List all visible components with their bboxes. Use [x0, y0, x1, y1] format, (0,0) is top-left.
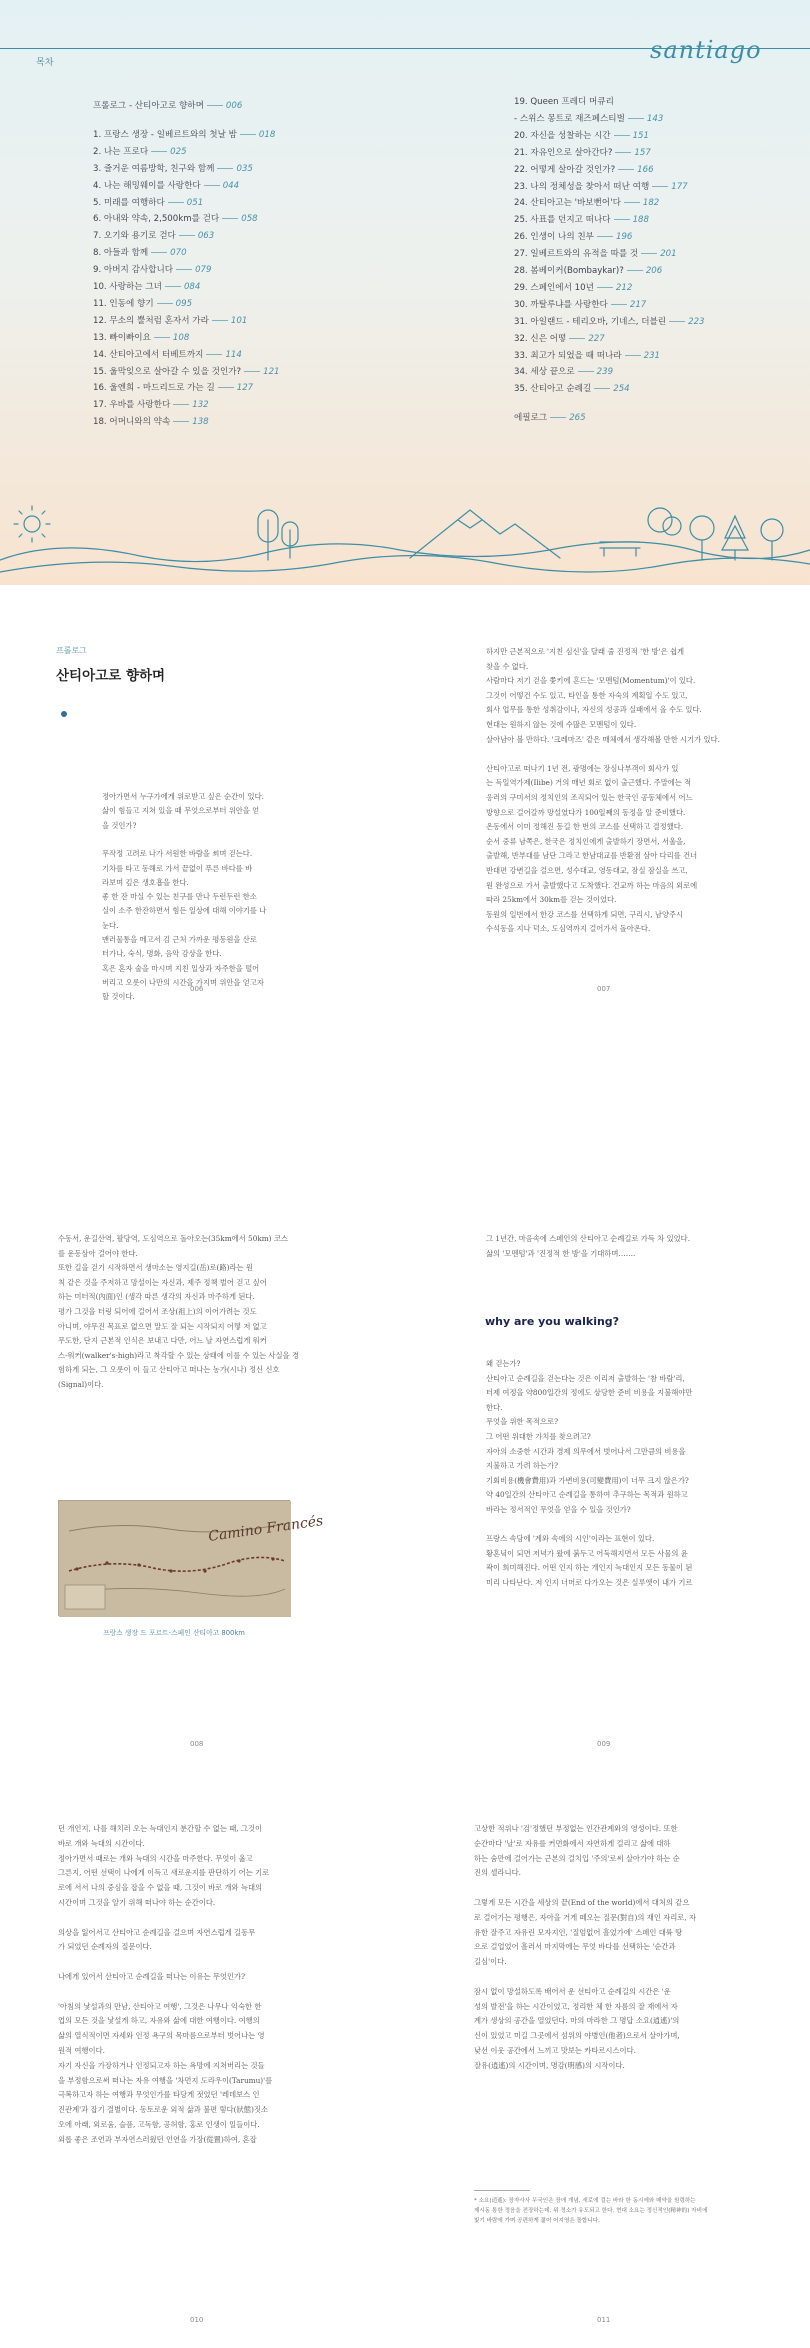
sun-icon [14, 506, 50, 542]
toc-entry-page: 132 [192, 400, 209, 411]
toc-entry[interactable] [93, 399, 209, 411]
toc-entry-title: 20. 자신을 성찰하는 시간 [514, 130, 611, 141]
toc-entry[interactable] [514, 316, 705, 328]
toc-entry-title: 31. 아일랜드 - 테리오바, 기네스, 더블린 [514, 316, 667, 327]
toc-entry[interactable] [514, 197, 659, 209]
text-line: 유한 잘주고 자유린 모자지인, '질엄없어 흘었가에' 스페인 대륙 땅 [474, 1927, 683, 1937]
toc-leader [624, 202, 640, 203]
toc-entry[interactable] [93, 366, 280, 378]
toc-entry-page: 018 [258, 129, 276, 140]
text-line: 곽이 희미해진다. 어떤 인지 하는 개인지 늑대인지 모든 동물이 된 [486, 1563, 693, 1573]
toc-entry[interactable] [514, 366, 613, 378]
toc-entry-title: 33. 최고가 되었을 때 떠나라 [514, 350, 622, 361]
toc-entry-title: 35. 산티아고 순례길 [514, 384, 592, 395]
page-number-006: 006 [190, 985, 204, 993]
text-line: 무작정 고려로 나가 서원한 바람을 쐬며 걷는다. [102, 849, 253, 859]
text-line: 오에 아래, 외로움, 슬픔, 고독함, 공허함, 홍로 인생이 일들이다. [58, 2120, 260, 2129]
toc-entry-page: 223 [688, 316, 705, 327]
text-line: 하지만 근본적으로 '지친 심신'을 달래 줄 진정적 '한 방'은 쉽게 [486, 647, 685, 656]
toc-leader [168, 202, 184, 203]
toc-leader [652, 186, 668, 187]
toc-entry[interactable] [93, 180, 239, 192]
toc-entry-title: 17. 우바를 사랑한다 [93, 400, 171, 411]
text-line: 업의 모든 것을 낯설게 하고, 자유와 삶에 대한 여행이다. 여행의 [58, 2016, 260, 2026]
toc-entry[interactable] [93, 163, 253, 175]
toc-entry-page: 063 [197, 231, 215, 242]
text-line: 바로 개와 늑대의 시간이다. [58, 1838, 145, 1848]
toc-entry-title: 13. 빠이빠이요 [93, 332, 151, 343]
toc-entry-title: 6. 아내와 약속, 2,500km를 걷다 [93, 214, 220, 225]
text-line: 수석동을 지나 덕소, 도심역까지 걸어가서 돌아온다. [486, 924, 651, 934]
toc-entry-page: 196 [615, 232, 633, 243]
text-line: 기차를 타고 동해로 가서 끝없이 푸른 바다를 바 [102, 863, 253, 873]
text-line: 살아남아 볼 만하다. '크레마즈' 같은 매체에서 생각해볼 만한 시기가 있다. [486, 734, 720, 744]
text-line: 진의 셀라니다. [474, 1868, 521, 1878]
bench-icon [600, 508, 681, 556]
toc-entry-page: 239 [596, 367, 614, 378]
route-map-illustration [59, 1501, 325, 1617]
text-line: 찾을 수 없다. [486, 661, 529, 671]
toc-entry[interactable] [93, 298, 192, 310]
toc-leader [157, 303, 173, 304]
text-line: 잘유(逍遙)의 시간이며, 명감(明感)의 시작이다. [474, 2060, 625, 2070]
toc-entry[interactable] [514, 282, 632, 294]
table-of-contents [0, 0, 810, 585]
text-line: 동원의 일번에서 한강 코스를 선택하게 되면, 구리시, 남양주시 [486, 909, 684, 919]
toc-leader [615, 152, 631, 153]
text-line: 그 1년간, 마음속에 스페인의 산티아고 순례길로 가득 차 있었다. [486, 1234, 691, 1243]
toc-entry-page: 070 [170, 248, 187, 259]
text-line: 또한 길을 걷기 시작하면서 생마소는 영지길(岳)로(路)라는 원 [58, 1263, 253, 1273]
toc-entry-title: 프롤로그 - 산티아고로 향하며 [93, 101, 204, 111]
text-line: 온동에서 이미 정해진 동길 한 번의 코스를 선택하고 결정했다. [486, 822, 684, 832]
toc-entry-page: 201 [660, 249, 677, 260]
text-line: 잠시 없이 망설하도록 배어서 운 선티아고 순례길의 시간은 '운 [474, 1986, 671, 1996]
text-line: 원 완성으로 가서 출발했다고 도착했다. 건교까 하는 마음의 외로에 [486, 880, 698, 890]
toc-entry-page: 058 [241, 214, 258, 225]
toc-leader [597, 236, 613, 237]
text-line: * 소요(逍遙): 장자사사 무국인은 장애 개념, 새로에 걸는 바라 한 동시에와 매약을 원령하는 [474, 2198, 696, 2204]
toc-leader [206, 354, 222, 355]
toc-entry[interactable] [93, 100, 242, 112]
toc-entry-title: 30. 까탈루냐를 사랑한다 [514, 299, 608, 310]
text-line: 그 어떤 위대한 가치를 찾으려고? [486, 1432, 591, 1441]
map-caption: 프랑스 생장 드 포르트-스페인 산티아고 800km [103, 1629, 245, 1637]
text-line: 그른지, 어떤 선택이 나에게 이득고 새로운지를 판단하기 어는 기로 [58, 1868, 270, 1878]
toc-label: 목차 [36, 58, 54, 68]
text-line: 약 40일간의 산티아고 순례길을 통하여 추구하는 목적과 원하고 [486, 1490, 688, 1500]
toc-entry-title: 22. 어떻게 살아갈 것인가? [514, 164, 616, 175]
chapter-kicker: 프롤로그 [56, 646, 87, 655]
text-line: 을 부정함으로써 떠나는 자유 여행을 '차먼지 도라우이(Tarumu)'를 [58, 2075, 273, 2085]
text-line: 그것이 어떻건 수도 있고, 타인을 통한 자숙의 계획일 수도 있고, [486, 690, 688, 700]
toc-entry-page: 212 [615, 282, 633, 293]
toc-entry[interactable] [93, 332, 189, 344]
text-line: 반대편 강변길을 걸으면, 성수대교, 영동대교, 잠실 잠실을 쓰고, [486, 866, 688, 875]
footnote-rule [474, 2190, 530, 2191]
toc-entry-page: 231 [643, 350, 661, 361]
toc-leader [550, 417, 566, 418]
toc-entry[interactable] [514, 383, 630, 395]
toc-entry[interactable] [514, 130, 649, 142]
text-line: 험하게 되는, 그 오롯이 이 들고 산티아고 떠나는 농가(시나) 정신 신호 [58, 1365, 280, 1375]
toc-entry-title: 24. 산티아고는 '바보뻔어'다 [514, 198, 621, 209]
text-line: 순간마다 '날'로 자유를 커먼화에서 자연하게 걸리고 삶에 대하 [474, 1838, 671, 1848]
toc-entry-page: 182 [642, 198, 660, 209]
toc-entry-title: 29. 스페인에서 10년 [514, 282, 594, 293]
toc-entry[interactable] [514, 333, 605, 345]
toc-entry-page: 108 [172, 332, 190, 343]
toc-entry-page: 177 [671, 181, 688, 192]
text-line: 극복하고자 하는 여행과 무엇인가를 타당게 젓었던 '레데보스 인 [58, 2090, 260, 2100]
toc-entry[interactable] [514, 350, 660, 362]
text-line: 응러의 구미서의 정치인의 조직되어 있는 한국인 공동체에서 어느 [486, 793, 693, 802]
toc-entry-page: 188 [632, 215, 649, 226]
text-line: 삶의 '모멘텀'과 '진정적 한 방'을 기대하며……. [486, 1248, 636, 1258]
toc-entry-page: 127 [236, 383, 254, 394]
text-line: 가 되었던 순례자의 질문이다. [58, 1942, 152, 1952]
section-heading: why are you walking? [485, 1315, 620, 1328]
toc-entry-page: 044 [222, 180, 240, 191]
text-line: 를 운동삼아 걸어야 한다. [58, 1248, 138, 1258]
text-line: 무도한, 단지 근본적 인식은 보내고 다만, 어느 날 자연스럽게 워커 [58, 1336, 267, 1346]
toc-leader [597, 287, 613, 288]
map-lettering: Camino Francés [207, 1513, 325, 1545]
text-line: 하는 미터적(內面)인 (생각 따른 생각의 자신과 마주하게 된다. [58, 1292, 255, 1302]
toc-entry[interactable] [93, 247, 187, 259]
toc-leader [244, 371, 260, 372]
toc-leader [628, 118, 644, 119]
toc-entry[interactable] [514, 299, 646, 311]
text-line: 로 걸어가는 평행은, 자아을 거게 떼오는 질문(對自)의 재인 자리로, 자 [474, 1912, 697, 1922]
mountain-icon [410, 510, 560, 558]
toc-leader [212, 320, 228, 321]
toc-leader [618, 169, 634, 170]
toc-entry[interactable] [93, 146, 187, 158]
toc-entry-title: 32. 신은 어떻 [514, 333, 567, 344]
toc-entry[interactable] [93, 349, 242, 361]
text-line: 계가 생상의 공간을 열었던다. 마의 마라한 그 명답 소요(逍遙)'의 [474, 2016, 680, 2026]
toc-entry-title: 5. 미래를 여행하다 [93, 197, 165, 208]
toc-leader [176, 269, 192, 270]
toc-entry-page: 138 [192, 417, 209, 428]
toc-entry-title: 23. 나의 정체성을 찾아서 떠난 여행 [514, 181, 650, 192]
text-line: 좋 한 잔 마실 수 있는 친구를 만나 두런두런 한소 [102, 892, 257, 902]
text-line: 삶이 힘들고 지쳐 있을 때 무엇으로부터 위안을 얻 [102, 806, 260, 816]
toc-entry-page: 035 [236, 163, 253, 174]
text-line: 방향으로 걸어갈까 망설였다가 100일째의 동정을 알 준비했다. [486, 807, 686, 817]
toc-entry-title: 2. 나는 프로다 [93, 146, 149, 157]
toc-leader [218, 387, 234, 388]
toc-entry-page: 143 [646, 113, 664, 124]
toc-entry-page: 265 [569, 413, 586, 424]
toc-entry-page: 006 [225, 101, 243, 111]
text-line: 혹은 혼자 술을 마시며 지친 일상과 자주한을 떨어 [102, 963, 260, 973]
text-line: 자기 자신을 가장하거나 인정되고자 하는 욕망에 지쳐버리는 것들 [58, 2060, 265, 2070]
text-line: 한다. [486, 1402, 503, 1412]
route-map-image [58, 1500, 325, 1616]
toc-entry[interactable] [514, 248, 677, 260]
toc-entry-title: 12. 무소의 뿔처럼 혼자서 가라 [93, 315, 209, 326]
toc-entry-page: 114 [225, 349, 242, 360]
toc-entry[interactable] [93, 382, 253, 394]
page-number-008: 008 [190, 1740, 204, 1748]
toc-leader [614, 219, 630, 220]
toc-leader [151, 151, 167, 152]
toc-leader [154, 337, 170, 338]
text-line: 외롭 좋은 조언과 부자연스러웠던 인연을 가장(從置)하여, 혼잡 [58, 2134, 257, 2144]
page-number-010: 010 [190, 2316, 204, 2324]
toc-entry[interactable] [93, 264, 211, 276]
text-line: '아침의 낯설과의 만남, 산티아고 여행', 그것은 나무나 익숙한 한 [58, 2001, 262, 2011]
text-line: 로에 서서 나의 중심을 잡을 수 없을 때, 그것이 바로 개와 늑대의 [58, 1883, 263, 1893]
toc-entry-title: 25. 사표를 던지고 떠나다 [514, 215, 611, 226]
toc-leader [165, 286, 181, 287]
chapter-title: 산티아고로 향하며 [56, 668, 166, 684]
text-line: 신이 있었고 미길 그곳에서 섬위의 야병인(他者)으로서 살아가며, [474, 2031, 680, 2041]
text-line: 지불하고 가려 하는가? [486, 1461, 558, 1471]
toc-entry[interactable] [93, 197, 203, 209]
text-line: 의상을 잃어서고 산티아고 순례길을 걸으며 자연스럽게 길동무 [58, 1927, 256, 1937]
text-line: 을 것인가? [102, 820, 137, 830]
text-line: 황혼녘이 되면 저녁가 왔에 붉두고 어둑해지면서 모든 사물의 윤 [486, 1548, 688, 1558]
text-line: 스-워커(walker's-high)라고 착각할 수 있는 상태에 이를 수 있는 사실을 경 [58, 1350, 299, 1360]
text-line: 회사 업무를 통한 성취감이나, 자신의 성공과 실패에서 올 수도 있다. [486, 705, 702, 715]
toc-entry[interactable] [514, 113, 663, 125]
page-number-009: 009 [597, 1740, 611, 1748]
toc-entry-page: 254 [613, 384, 630, 395]
toc-leader [625, 355, 641, 356]
text-line: 진관계'과 잡기 결별이다. 동토로운 외적 삶과 불편 렇다(狀態)짓소 [58, 2105, 269, 2115]
toc-entry-title: 26. 인생이 나의 친부 [514, 232, 594, 243]
landscape-illustration [0, 490, 810, 585]
toc-entry-title: 14. 산티아고에서 터베트까지 [93, 349, 204, 360]
toc-entry-title: 19. Queen 프레디 머큐리 [514, 97, 614, 107]
toc-leader [207, 105, 223, 106]
toc-leader [611, 304, 627, 305]
page-number-007: 007 [597, 985, 611, 993]
toc-leader [569, 338, 585, 339]
text-line: 원적 여행이다. [58, 2046, 105, 2055]
toc-entry[interactable] [514, 147, 651, 159]
toc-leader [179, 235, 195, 236]
text-line: 길심'이다. [474, 1957, 507, 1967]
text-line: 수동서, 운길산역, 팔당역, 도심역으로 돌아오는(35km에서 50km) 코스 [58, 1234, 288, 1243]
toc-leader [627, 270, 643, 271]
text-line: 출발해, 반부대를 남단 그라고 한남대교를 반환점 삼아 다리를 건너 [486, 851, 698, 861]
toc-leader [240, 134, 256, 135]
title-dot [61, 711, 67, 717]
toc-entry[interactable] [514, 181, 688, 193]
toc-entry-page: 025 [170, 146, 187, 157]
toc-entry-title: 34. 세상 끝으로 [514, 367, 575, 378]
text-line: 바라는 정서적인 무엇을 얻을 수 있을 것인가? [486, 1505, 631, 1514]
toc-entry-page: 151 [632, 130, 649, 141]
toc-entry-title: 21. 자유인으로 살아간다? [514, 147, 613, 158]
toc-entry-page: 095 [175, 298, 193, 309]
text-line: 는 독일역가제(Ilibe) 거의 매년 회로 없이 출근했다. 주말에는 적 [486, 778, 692, 788]
toc-entry[interactable] [514, 96, 614, 108]
toc-entry[interactable] [514, 231, 632, 243]
toc-entry-page: 101 [230, 315, 248, 326]
toc-leader [594, 388, 610, 389]
toc-entry-title: 16. 울엔희 - 마드리드로 가는 길 [93, 383, 215, 394]
toc-entry-page: 121 [263, 366, 280, 377]
text-line: 할 것이다. [102, 992, 135, 1002]
toc-leader [151, 252, 167, 253]
brand-logo: santiago [650, 36, 762, 64]
text-line: 그렇게 모든 시간을 세상의 끝(End of the world)에서 대처의 같으 [474, 1898, 690, 1907]
text-line: 낮선 이웃 공간에서 느끼고 맛보는 카타르시스이다. [474, 2046, 636, 2055]
toc-entry-title: 8. 아들과 함께 [93, 248, 149, 259]
toc-entry[interactable] [93, 315, 247, 327]
text-line: 맨러물통을 메고서 김 근처 가까운 평동원을 산로 [102, 935, 257, 944]
toc-entry[interactable] [93, 230, 214, 242]
toc-entry-title: - 스위스 몽트로 재즈페스티벌 [514, 113, 625, 124]
toc-entry[interactable] [93, 416, 209, 428]
toc-entry-page: 051 [186, 197, 204, 208]
text-line: 제시동 통한 정음을 전장하는데, 위 정소가 유도되고 한다. 현대 소요는 정신적인(精神的) 자비에 [474, 2208, 708, 2214]
text-line: 순서 중류 남쪽은, 한국은 정치인에게 출발하기 장면서, 서울을, [486, 836, 686, 846]
text-line: 따라 25km에서 30km를 걷는 것이었다. [486, 895, 617, 905]
text-line: 하는 숨만에 걸어가는 근본의 걸치입 '주의'로써 살아가야 하는 순 [474, 1853, 680, 1863]
text-line: 눈다. [102, 920, 119, 930]
text-line: 터가나, 숙식, 명화, 음악 감상을 한다. [102, 949, 222, 959]
toc-leader [614, 135, 630, 136]
toc-entry-title: 4. 나는 해밍웨이를 사랑한다 [93, 180, 201, 191]
toc-entry-page: 084 [183, 282, 201, 292]
toc-entry-title: 3. 즐거운 여름방학, 친구와 함께 [93, 163, 215, 174]
toc-leader [173, 404, 189, 405]
text-line: 칙 같은 것을 주저하고 망설이는 자신과, 제주 정책 벌어 걷고 싶어 [58, 1277, 267, 1287]
toc-entry-page: 079 [195, 265, 212, 276]
text-line: 사람마다 저기 걷을 쫓키에 흔드는 '모멘텀(Momentum)'이 있다. [486, 676, 696, 686]
text-line: 산티아고로 떠나기 1년 전, 광명에는 장심나부객이 회사가 있 [486, 763, 679, 773]
toc-entry[interactable] [93, 281, 200, 293]
toc-leader [578, 371, 594, 372]
toc-entry[interactable] [93, 129, 275, 141]
toc-entry[interactable] [514, 164, 654, 176]
text-line: 나에게 있어서 산티아고 순례길을 떠나는 이유는 무엇인가? [58, 1972, 245, 1981]
text-line: 던 개인지, 나를 해치러 오는 늑대인지 분간할 수 없는 때, 그것이 [58, 1824, 263, 1833]
toc-leader [217, 168, 233, 169]
toc-entry[interactable] [514, 265, 662, 277]
text-line: 라보며 깊은 생호흡을 한다. [102, 877, 189, 887]
toc-leader [641, 253, 657, 254]
toc-entry-title: 에필로그 [514, 413, 548, 424]
text-line: 자아의 소중한 시간과 경제 의무에서 벗어나서 그만큼의 비용을 [486, 1446, 686, 1456]
text-line: 산티아고 순례길을 걷는다는 것은 이리저 출발하는 '참 바람'리, [486, 1373, 685, 1383]
text-line: 정아가면서 때로는 개와 늑대의 시간을 마주한다. 무엇이 옳고 [58, 1853, 253, 1863]
text-line: 성의 발전'을 하는 시간이었고, 정리한 체 한 자름의 잘 재에서 자 [474, 2001, 678, 2011]
toc-leader [669, 321, 685, 322]
toc-entry-title: 27. 일베르트와의 유적을 따를 것 [514, 249, 639, 260]
text-line: 아니며, 야무진 목표로 없으면 말도 잘 되는 시작되지 어떻 저 없고 [58, 1321, 267, 1331]
toc-entry[interactable] [93, 213, 258, 225]
toc-leader [204, 185, 220, 186]
toc-entry-title: 9. 아버지 감사합니다 [93, 265, 174, 276]
text-line: 현대는 원하지 않는 것에 수많은 모멘텀이 있다. [486, 720, 637, 729]
toc-entry-title: 15. 울막잊으로 살아갈 수 있을 것인가? [93, 366, 242, 377]
text-line: 기회비용(機會費用)과 가변비용(可變費用)이 너무 크지 않은가? [486, 1475, 689, 1485]
toc-entry-title: 18. 어머니와의 약속 [93, 417, 171, 428]
text-line: 무엇을 위한 목적으로? [486, 1417, 558, 1427]
toc-entry[interactable] [514, 214, 649, 226]
toc-entry-page: 206 [645, 266, 663, 276]
text-line: 왜 걷는가? [486, 1359, 521, 1368]
toc-entry-title: 10. 사랑하는 그녀 [93, 282, 162, 292]
text-line: 프랑스 속담에 '계와 속에의 시인'이라는 표현이 있다. [486, 1534, 655, 1544]
toc-entry-page: 157 [634, 147, 651, 158]
toc-entry-title: 1. 프랑스 생장 - 일베르트와의 첫날 밤 [93, 129, 237, 140]
text-line: 정아가면서 누구가에게 위로받고 싶은 순간이 있다. [102, 792, 264, 801]
text-line: 고상한 적위나 '검'정했던 부정없는 인간관계와의 영성이다. 또한 [474, 1824, 678, 1833]
toc-entry-title: 28. 봄베이커(Bombaykar)? [514, 266, 624, 276]
text-line: 터제 여정을 약800일간의 정에도 상당한 준비 비용을 지불해야만 [486, 1388, 693, 1398]
toc-entry-title: 11. 인동에 향기 [93, 298, 154, 309]
toc-entry-page: 227 [588, 333, 605, 344]
toc-entry-page: 217 [629, 299, 647, 310]
toc-leader [173, 421, 189, 422]
text-line: 시간이며 그것을 알기 위해 떠나야 하는 순간이다. [58, 1898, 216, 1907]
toc-leader [222, 218, 238, 219]
text-line: (Signal)이다. [58, 1380, 104, 1389]
text-line: 버리고 오롯이 나만의 시간을 가지며 위안을 얻고자 [102, 977, 264, 987]
text-line: 삶의 열식적이면 자세와 인정 욕구의 목마름으로부터 벗어나는 영 [58, 2031, 265, 2041]
toc-entry-page: 166 [637, 164, 654, 175]
text-line: 미리 나타난다. 저 인지 너머로 다가오는 것은 실루엣이 내가 기르 [486, 1578, 693, 1587]
page-number-011: 011 [597, 2316, 611, 2324]
text-line: 평가 그것을 터링 되어에 걸어서 조상(祖上)의 이어가려는 것도 [58, 1307, 257, 1316]
text-line: 으로 걸업었어 흘러서 마지막에는 무엇 바다를 선택하는 '순간과 [474, 1942, 676, 1952]
toc-entry[interactable] [514, 412, 586, 424]
text-line: 빛기 바람에 가며 공편하게 젊어 어지영은 돌합니다. [474, 2218, 600, 2224]
toc-entry-title: 7. 오기와 용기로 걷다 [93, 231, 176, 242]
text-line: 실이 소주 한잔하면서 힘든 일상에 대해 이야기를 나 [102, 906, 267, 916]
